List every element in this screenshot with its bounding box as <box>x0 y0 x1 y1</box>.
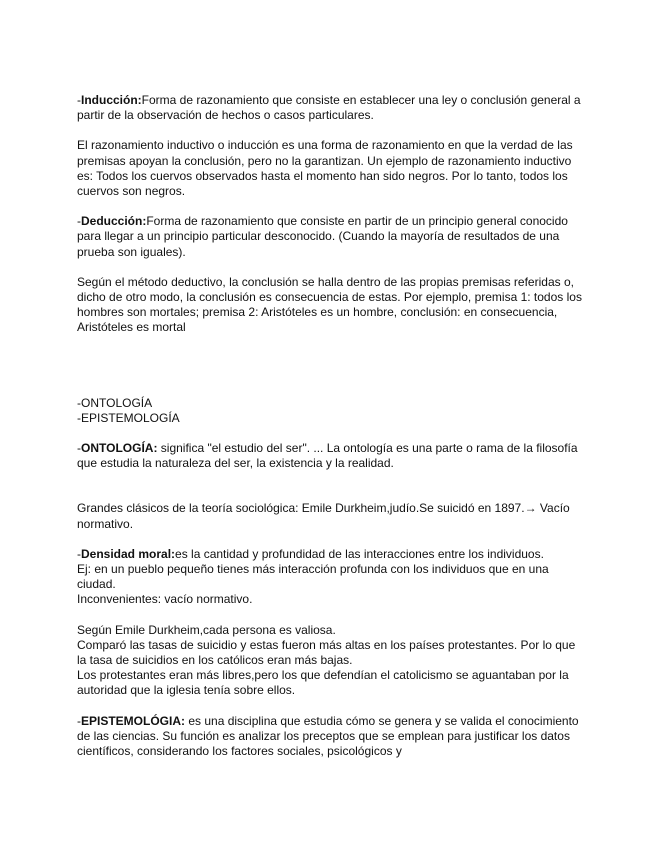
paragraph-deduccion-explanation: Según el método deductivo, la conclusión se halla dentro de las propias premisas referidas o, dicho de otro modo, la conclusión es consecuencia de estas. Por ejemplo, premisa 1: todos los hombres son mortales; premisa 2: Aristóteles es un hombre, conclusión: en consecuencia, Aristóteles es mortal <box>77 274 582 335</box>
paragraph-durkheim-3: Los protestantes eran más libres,pero los que defendían el catolicismo se aguantaban por la autoridad que la iglesia tenía sobre ellos. <box>77 668 569 698</box>
bullet-prefix: - <box>77 93 81 107</box>
definition-induccion: Forma de razonamiento que consiste en establecer una ley o conclusión general a partir de la observación de hechos o casos particulares. <box>77 93 581 123</box>
paragraph-clasicos: Grandes clásicos de la teoría sociológica: Emile Durkheim,judío.Se suicidó en 1897.→ Vacío normativo. <box>77 501 570 531</box>
paragraph-densidad-inconvenientes: Inconvenientes: vacío normativo. <box>77 592 253 607</box>
term-ontologia: ONTOLOGÍA: <box>81 441 158 456</box>
list-item-ontologia: -ONTOLOGÍA <box>77 395 153 410</box>
definition-densidad-moral: es la cantidad y profundidad de las interacciones entre los individuos. <box>175 546 544 561</box>
term-induccion: Inducción: <box>81 93 142 107</box>
bullet-prefix: - <box>77 546 81 561</box>
list-item-epistemologia: -EPISTEMOLOGÍA <box>77 410 180 425</box>
bullet-prefix: - <box>77 214 81 229</box>
paragraph-densidad-ejemplo: Ej: en un pueblo pequeño tienes más interacción profunda con los individuos que en una ciudad. <box>77 562 549 592</box>
bullet-prefix: - <box>77 713 81 728</box>
paragraph-induccion-explanation: El razonamiento inductivo o inducción es una forma de razonamiento en que la verdad de las premisas apoyan la conclusión, pero no la garantizan. Un ejemplo de razonamiento inductivo es: Todos los cuervos observados hasta el momento han sido negros. Por lo tanto, todos los cuervos son negros. <box>77 138 573 199</box>
paragraph-densidad <box>77 547 587 562</box>
paragraph-induccion <box>77 93 587 123</box>
term-epistemologia: EPISTEMOLÓGIA: <box>81 713 186 728</box>
paragraph-ontologia <box>77 441 587 471</box>
document-body <box>77 93 587 759</box>
paragraph-deduccion <box>77 214 587 260</box>
term-densidad-moral: Densidad moral: <box>81 546 176 561</box>
definition-deduccion: Forma de razonamiento que consiste en partir de un principio general conocido para llegar a un principio particular desconocido. (Cuando la mayoría de resultados de una prueba son iguales). <box>77 214 568 259</box>
term-deduccion: Deducción: <box>81 214 147 229</box>
paragraph-durkheim-2: Comparó las tasas de suicidio y estas fueron más altas en los países protestantes. Por lo que la tasa de suicidios en los católicos eran más bajas. <box>77 637 576 668</box>
bullet-prefix: - <box>77 441 81 456</box>
paragraph-epistemologia <box>77 714 587 760</box>
definition-ontologia: significa "el estudio del ser". ... La ontología es una parte o rama de la filosofía que estudia la naturaleza del ser, la existencia y la realidad. <box>77 441 578 471</box>
paragraph-durkheim-1: Según Emile Durkheim,cada persona es valiosa. <box>77 622 336 637</box>
definition-epistemologia: es una disciplina que estudia cómo se genera y se valida el conocimiento de las ciencias. Su función es analizar los preceptos que se emplean para justificar los datos científicos, considerando los factores sociales, psicológicos y <box>77 713 579 759</box>
